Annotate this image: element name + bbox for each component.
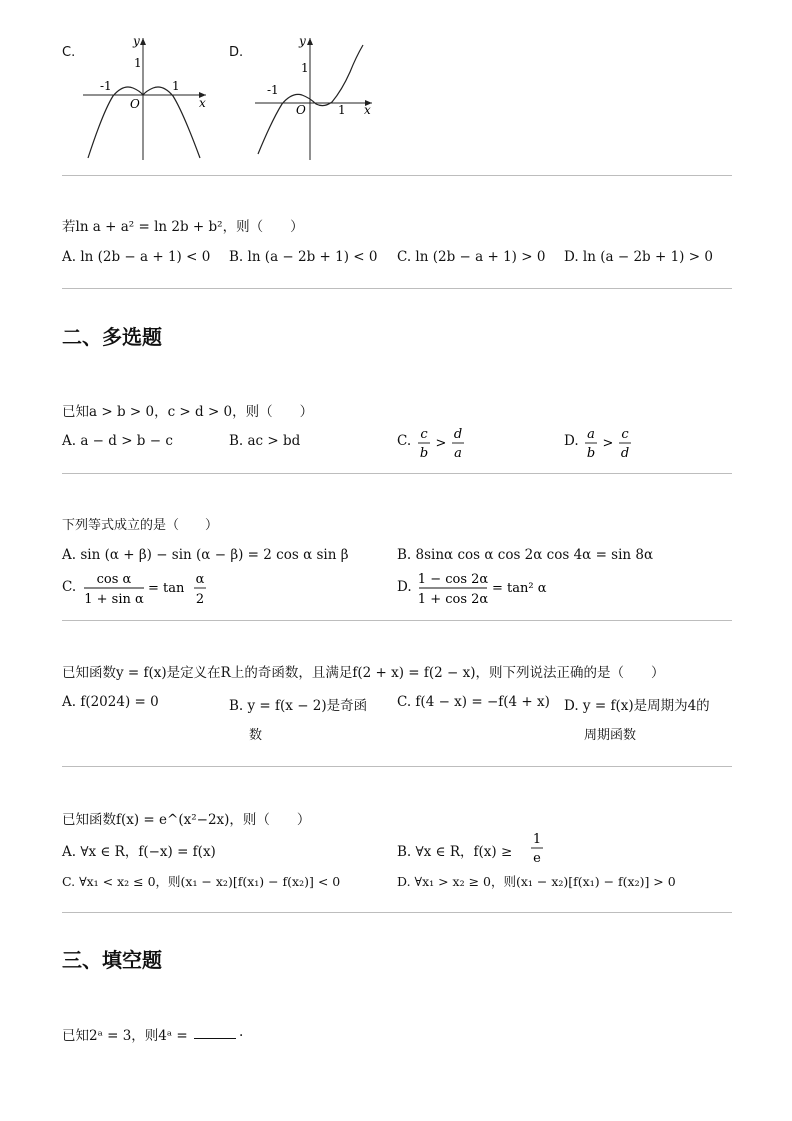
section-title-multi-choice: 二、多选题 [62, 325, 162, 349]
q3-option-d-formula [415, 568, 565, 608]
frac-num: cos α [96, 572, 132, 587]
frac-num: 1 [532, 832, 542, 847]
frac-num: 1 − cos 2α [417, 572, 489, 587]
q6-tail: . [239, 1024, 244, 1040]
q2-option-a: A. a − d > b − c [62, 433, 173, 449]
graph-d-origin: O [296, 103, 306, 117]
q4-option-b-line1: B. y = f(x − 2)是奇函 [229, 698, 368, 714]
graph-c [78, 32, 213, 164]
divider [62, 620, 732, 621]
frac-num: c [621, 427, 629, 442]
q5-option-b: B. ∀x ∈ R，f(x) ≥ [397, 844, 513, 860]
graph-c-label: C. [62, 45, 76, 60]
graph-d-x-label: x [364, 103, 371, 117]
q1-option-a: A. ln (2b − a + 1) < 0 [62, 249, 211, 265]
q4-option-a: A. f(2024) = 0 [62, 694, 159, 710]
graph-d-y-arrow [307, 38, 313, 45]
q2-option-b: B. ac > bd [229, 433, 301, 449]
frac-den: 1 + sin α [84, 592, 144, 607]
frac-den: 2 [195, 592, 205, 607]
q5-stem: 已知函数f(x) = e^(x²−2x)，则（ ） [62, 812, 311, 828]
q2-option-c-label: C. [397, 433, 412, 449]
graph-c-y-one: 1 [134, 56, 142, 70]
divider [62, 473, 732, 474]
graph-c-neg-one: -1 [100, 79, 112, 93]
divider [62, 912, 732, 913]
q3-option-b: B. 8sinα cos α cos 2α cos 4α = sin 8α [397, 547, 654, 563]
formula-rhs: = tan² α [492, 581, 547, 596]
q3-option-a: A. sin (α + β) − sin (α − β) = 2 cos α sin β [62, 547, 349, 563]
q3-stem: 下列等式成立的是（ ） [62, 518, 219, 533]
frac-num: c [420, 427, 428, 442]
q4-option-d-line2: 周期函数 [584, 728, 637, 743]
q1-option-b: B. ln (a − 2b + 1) < 0 [229, 249, 378, 265]
graph-d-neg-one: -1 [267, 83, 279, 97]
q2-option-d-fraction [581, 424, 641, 462]
graph-d [250, 32, 378, 164]
q3-option-c-label: C. [62, 579, 77, 595]
q1-option-d: D. ln (a − 2b + 1) > 0 [564, 249, 713, 265]
q4-option-d-line1: D. y = f(x)是周期为4的 [564, 698, 710, 714]
graph-c-curve [88, 87, 200, 158]
frac-op: > [435, 436, 447, 451]
section-title-fill-in: 三、填空题 [62, 948, 162, 972]
divider [62, 175, 732, 176]
frac-num: d [453, 427, 463, 442]
frac-num: α [195, 572, 205, 587]
q4-option-b-line2: 数 [249, 728, 263, 743]
q3-option-d-label: D. [397, 579, 412, 595]
q3-option-c-formula [80, 568, 220, 608]
q5-option-d: D. ∀x₁ > x₂ ≥ 0，则(x₁ − x₂)[f(x₁) − f(x₂)] > 0 [397, 874, 676, 889]
q2-option-c-fraction [414, 424, 474, 462]
q5-option-c: C. ∀x₁ < x₂ ≤ 0，则(x₁ − x₂)[f(x₁) − f(x₂)] < 0 [62, 874, 341, 889]
frac-den: e [533, 851, 541, 866]
graph-c-origin: O [130, 97, 140, 111]
q6-answer-blank[interactable] [194, 1038, 236, 1039]
frac-num: a [587, 427, 595, 442]
q2-stem: 已知a > b > 0，c > d > 0，则（ ） [62, 404, 314, 420]
frac-den: a [454, 446, 462, 461]
graph-d-x-one: 1 [338, 103, 346, 117]
q2-option-d-label: D. [564, 433, 579, 449]
graph-d-y-label: y [299, 34, 306, 48]
frac-den: b [419, 446, 429, 461]
graph-c-y-label: y [133, 34, 140, 48]
graph-d-y-one: 1 [301, 61, 309, 75]
graph-c-y-arrow [140, 38, 146, 45]
divider [62, 766, 732, 767]
graph-c-x-one: 1 [172, 79, 180, 93]
q1-stem: 若ln a + a² = ln 2b + b²，则（ ） [62, 219, 304, 235]
q5-option-b-fraction [528, 829, 546, 867]
q4-stem: 已知函数y = f(x)是定义在R上的奇函数，且满足f(2 + x) = f(2 − x)，则下列说法正确的是（ ） [62, 665, 665, 681]
q5-option-a: A. ∀x ∈ R，f(−x) = f(x) [62, 844, 216, 860]
graph-d-label: D. [229, 45, 244, 60]
q1-option-c: C. ln (2b − a + 1) > 0 [397, 249, 546, 265]
formula-rhs: = tan [148, 581, 185, 596]
frac-op: > [602, 436, 614, 451]
divider [62, 288, 732, 289]
frac-den: b [586, 446, 596, 461]
q6-stem: 已知2ᵃ = 3，则4ᵃ = [62, 1028, 188, 1044]
frac-den: 1 + cos 2α [417, 592, 489, 607]
frac-den: d [620, 446, 630, 461]
q4-option-c: C. f(4 − x) = −f(4 + x) [397, 694, 550, 710]
graph-c-x-label: x [199, 96, 206, 110]
